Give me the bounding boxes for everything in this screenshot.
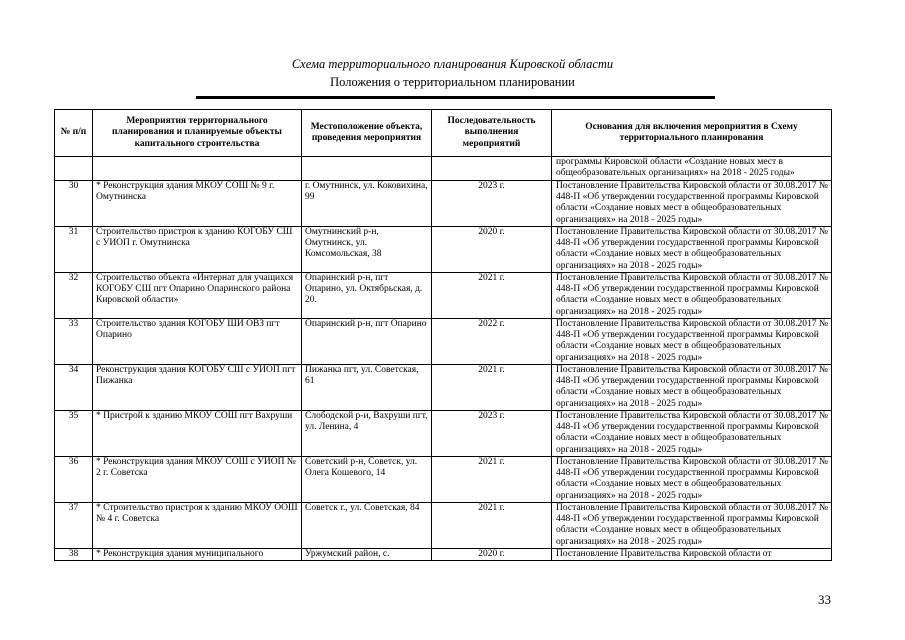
cell-year: 2021 г.: [432, 273, 552, 319]
table-row: [55, 503, 832, 549]
cell-measure: * Реконструкция здания МКОУ СОШ № 9 г. Омутнинска: [93, 181, 302, 227]
cell-basis: Постановление Правительства Кировской области от 30.08.2017 № 448-П «Об утверждении государственной программы Кировской области «Создание новых мест в общеобразовательных организациях» на 2018 - 2025 годы»: [552, 181, 832, 227]
cell-basis: Постановление Правительства Кировской области от: [552, 549, 832, 561]
cell-location: Опаринский р-н, пгт Опарино, ул. Октябрьская, д. 20.: [302, 273, 432, 319]
cell-basis: Постановление Правительства Кировской области от 30.08.2017 № 448-П «Об утверждении государственной программы Кировской области «Создание новых мест в общеобразовательных организациях» на 2018 - 2025 годы»: [552, 457, 832, 503]
table-row: [55, 273, 832, 319]
cell-year: 2020 г.: [432, 227, 552, 273]
cell-measure: [93, 157, 302, 181]
cell-basis: Постановление Правительства Кировской области от 30.08.2017 № 448-П «Об утверждении государственной программы Кировской области «Создание новых мест в общеобразовательных организациях» на 2018 - 2025 годы»: [552, 365, 832, 411]
document-subtitle: Положения о территориальном планировании: [330, 75, 575, 89]
cell-location: [302, 157, 432, 181]
table-row: [55, 365, 832, 411]
table-header-row: [55, 110, 832, 157]
cell-location: Советск г., ул. Советская, 84: [302, 503, 432, 549]
cell-measure: Строительство здания КОГОБУ ШИ ОВЗ пгт Опарино: [93, 319, 302, 365]
cell-number: 34: [55, 365, 93, 411]
table-row: [55, 319, 832, 365]
cell-basis: Постановление Правительства Кировской области от 30.08.2017 № 448-П «Об утверждении государственной программы Кировской области «Создание новых мест в общеобразовательных организациях» на 2018 - 2025 годы»: [552, 273, 832, 319]
cell-measure: * Реконструкция здания МКОУ СОШ с УИОП № 2 г. Советска: [93, 457, 302, 503]
cell-measure: Строительство пристроя к зданию КОГОБУ СШ с УИОП г. Омутнинска: [93, 227, 302, 273]
cell-year: 2021 г.: [432, 365, 552, 411]
table-row: [55, 457, 832, 503]
cell-location: Опаринский р-н, пгт Опарино: [302, 319, 432, 365]
cell-number: 35: [55, 411, 93, 457]
cell-year: 2021 г.: [432, 503, 552, 549]
cell-basis: Постановление Правительства Кировской области от 30.08.2017 № 448-П «Об утверждении государственной программы Кировской области «Создание новых мест в общеобразовательных организациях» на 2018 - 2025 годы»: [552, 319, 832, 365]
cell-basis: Постановление Правительства Кировской области от 30.08.2017 № 448-П «Об утверждении государственной программы Кировской области «Создание новых мест в общеобразовательных организациях» на 2018 - 2025 годы»: [552, 227, 832, 273]
cell-year: 2023 г.: [432, 411, 552, 457]
cell-number: 36: [55, 457, 93, 503]
cell-location: Слободской р-и, Вахруши пгт, ул. Ленина, 4: [302, 411, 432, 457]
cell-location: Пижанка пгт, ул. Советская, 61: [302, 365, 432, 411]
table-row-38: [55, 549, 832, 561]
cell-number: 33: [55, 319, 93, 365]
column-header-sequence: Последовательность выполнения мероприятий: [432, 110, 552, 157]
planning-table: [54, 109, 832, 561]
cell-number: 30: [55, 181, 93, 227]
column-header-location: Местоположение объекта, проведения мероприятия: [302, 110, 432, 157]
cell-number: 38: [55, 549, 93, 561]
cell-measure: Строительство объекта «Интернат для учащихся КОГОБУ СШ пгт Опарино Опаринского района Кировской области»: [93, 273, 302, 319]
cell-location: Уржумский район, с.: [302, 549, 432, 561]
column-header-basis: Основания для включения мероприятия в Схему территориального планирования: [552, 110, 832, 157]
table-row: [55, 181, 832, 227]
table-row: [55, 227, 832, 273]
cell-year: 2021 г.: [432, 457, 552, 503]
cell-year: [432, 157, 552, 181]
cell-year: 2020 г.: [432, 549, 552, 561]
cell-measure: Реконструкция здания КОГОБУ СШ с УИОП пгт Пижанка: [93, 365, 302, 411]
cell-number: 37: [55, 503, 93, 549]
cell-number: 32: [55, 273, 93, 319]
table-row: [55, 411, 832, 457]
column-header-measure: Мероприятия территориального планирования и планируемые объекты капитального строительства: [93, 110, 302, 157]
document-title: Схема территориального планирования Кировской области: [291, 57, 614, 71]
cell-number: 31: [55, 227, 93, 273]
cell-location: г. Омутнинск, ул. Коковихина, 99: [302, 181, 432, 227]
page-number: 33: [818, 592, 831, 607]
cell-year: 2023 г.: [432, 181, 552, 227]
cell-year: 2022 г.: [432, 319, 552, 365]
cell-measure: * Пристрой к зданию МКОУ СОШ пгт Вахруши: [93, 411, 302, 457]
table-row-continuation: [55, 157, 832, 181]
cell-location: Омутнинский р-н, Омутнинск, ул. Комсомольская, 38: [302, 227, 432, 273]
cell-number: [55, 157, 93, 181]
cell-basis: Постановление Правительства Кировской области от 30.08.2017 № 448-П «Об утверждении государственной программы Кировской области «Создание новых мест в общеобразовательных организациях» на 2018 - 2025 годы»: [552, 411, 832, 457]
header-rule: [196, 96, 715, 99]
cell-measure: * Строительство пристроя к зданию МКОУ ООШ № 4 г. Советска: [93, 503, 302, 549]
column-header-number: № п/п: [55, 110, 93, 157]
cell-basis: Постановление Правительства Кировской области от 30.08.2017 № 448-П «Об утверждении государственной программы Кировской области «Создание новых мест в общеобразовательных организациях» на 2018 - 2025 годы»: [552, 503, 832, 549]
cell-measure: * Реконструкция здания муниципального: [93, 549, 302, 561]
cell-location: Советский р-н, Советск, ул. Олега Кошевого, 14: [302, 457, 432, 503]
document-header: [0, 56, 905, 90]
cell-basis: программы Кировской области «Создание новых мест в общеобразовательных организациях» на 2018 - 2025 годы»: [552, 157, 832, 181]
